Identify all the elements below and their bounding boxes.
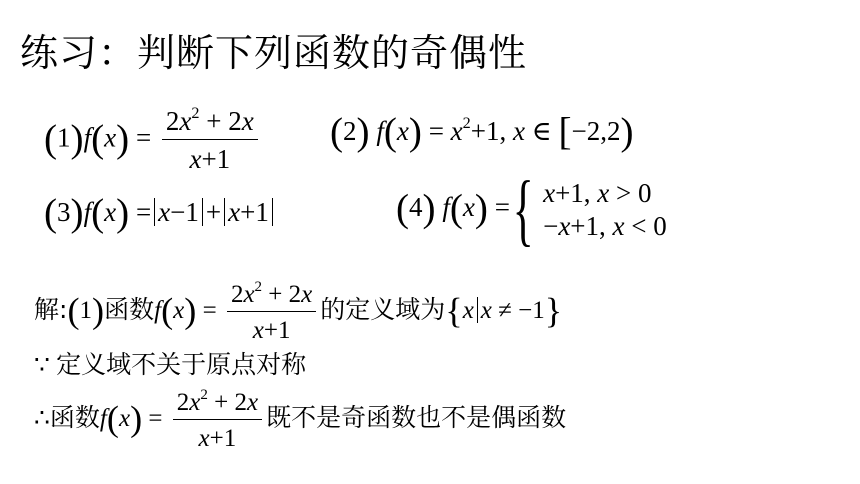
fraction: $\frac{2x^2 + 2x}{x+1}$	[162, 108, 258, 173]
fraction: $\frac{2x^2 + 2x}{x+1}$	[173, 390, 262, 451]
fraction: $\frac{2x^2 + 2x}{x+1}$	[227, 282, 316, 343]
problem-4: (4) f(x) ={ x+1, x > 0 −x+1, x < 0	[396, 166, 667, 254]
solution-line-1: 解:(1)函数f(x) = $\frac{2x^2 + 2x}{x+1}$ 的定义域为{x x ≠ −1}	[34, 278, 563, 344]
solution-line-2: ∵ 定义域不关于原点对称	[34, 350, 307, 379]
page-title: 练习：判断下列函数的奇偶性	[20, 31, 528, 75]
solution-line-3: ∴函数f(x) = $\frac{2x^2 + 2x}{x+1}$ 既不是奇函数也不是偶函数	[34, 386, 567, 452]
piecewise-cases: x+1, x > 0 −x+1, x < 0	[543, 178, 667, 241]
problem-1: (1)f(x) = $\frac{2x^2 + 2x}{x+1}$	[44, 108, 262, 173]
problem-2: (2) $f(x) = x^2+1$, x ∈ [−2,2)	[330, 110, 634, 154]
problem-3: (3)f(x) = x−1 + x+1	[44, 198, 276, 226]
